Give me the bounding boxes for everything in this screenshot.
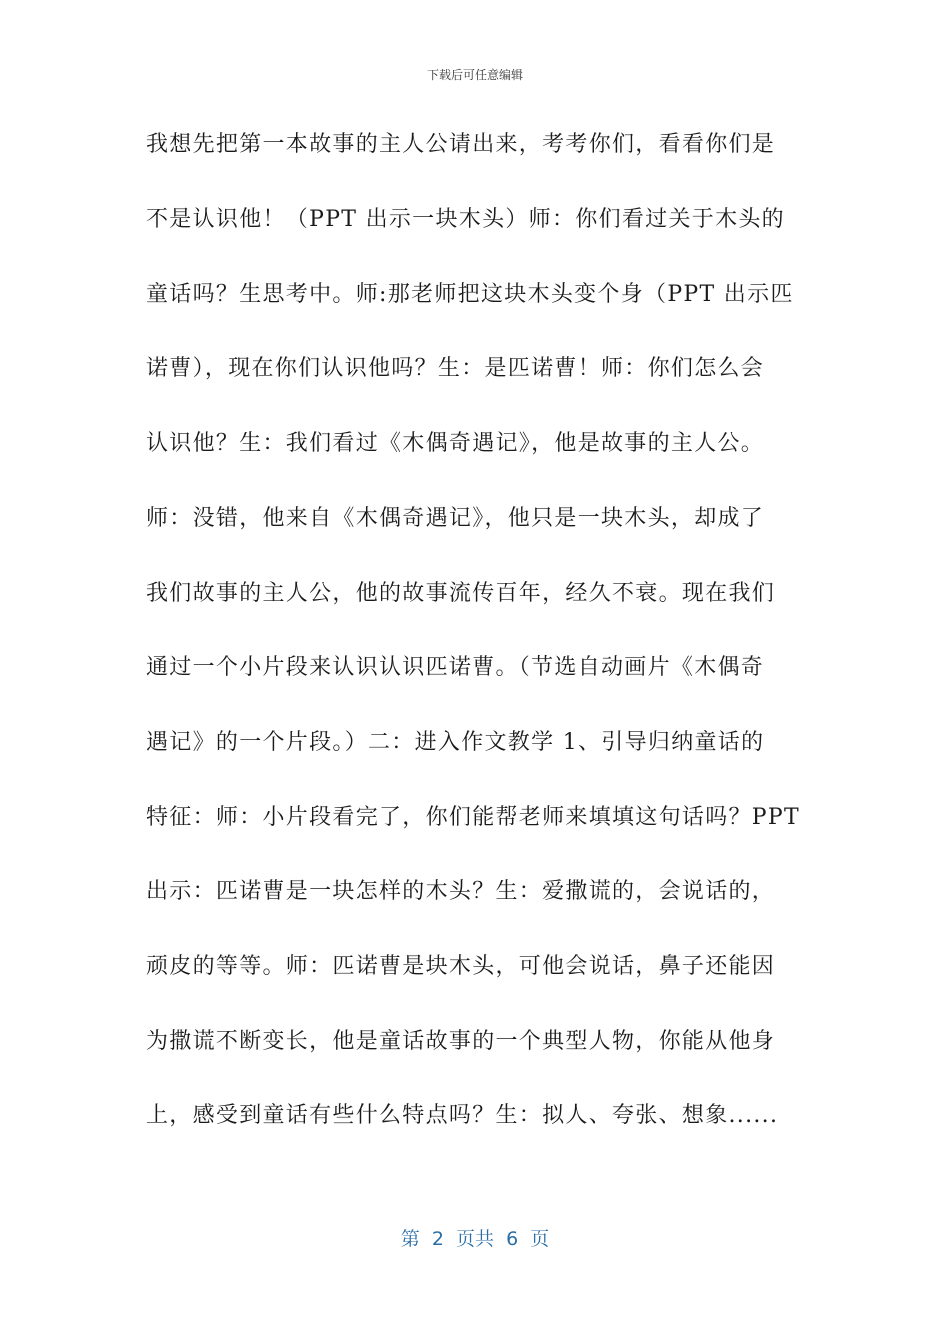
text-line: 特征：师：小片段看完了，你们能帮老师来填填这句话吗？PPT — [146, 805, 800, 830]
text-line: 为撒谎不断变长，他是童话故事的一个典型人物，你能从他身 — [146, 1029, 776, 1054]
text-line: 上，感受到童话有些什么特点吗？生：拟人、夸张、想象...... — [146, 1103, 779, 1128]
page-number-footer: 第 2 页共 6 页 — [400, 1228, 550, 1250]
text-line: 遇记》的一个片段。）二：进入作文教学 1、引导归纳童话的 — [146, 730, 765, 755]
text-line: 诺曹），现在你们认识他吗？生：是匹诺曹！师：你们怎么会 — [146, 356, 765, 381]
text-line: 认识他？生：我们看过《木偶奇遇记》，他是故事的主人公。 — [146, 431, 765, 456]
header-note: 下载后可任意编辑 — [426, 68, 523, 82]
text-line: 出示：匹诺曹是一块怎样的木头？生：爱撒谎的，会说话的， — [146, 879, 776, 904]
text-line: 不是认识他！（PPT 出示一块木头）师：你们看过关于木头的 — [146, 207, 785, 232]
text-line: 顽皮的等等。师：匹诺曹是块木头，可他会说话，鼻子还能因 — [146, 954, 776, 979]
text-line: 我们故事的主人公，他的故事流传百年，经久不衰。现在我们 — [146, 581, 776, 606]
text-line: 师：没错，他来自《木偶奇遇记》，他只是一块木头，却成了 — [146, 506, 765, 531]
text-line: 我想先把第一本故事的主人公请出来，考考你们，看看你们是 — [146, 132, 776, 157]
text-line: 通过一个小片段来认识认识匹诺曹。（节选自动画片《木偶奇 — [146, 655, 765, 680]
text-line: 童话吗？生思考中。师:那老师把这块木头变个身（PPT 出示匹 — [146, 282, 794, 307]
